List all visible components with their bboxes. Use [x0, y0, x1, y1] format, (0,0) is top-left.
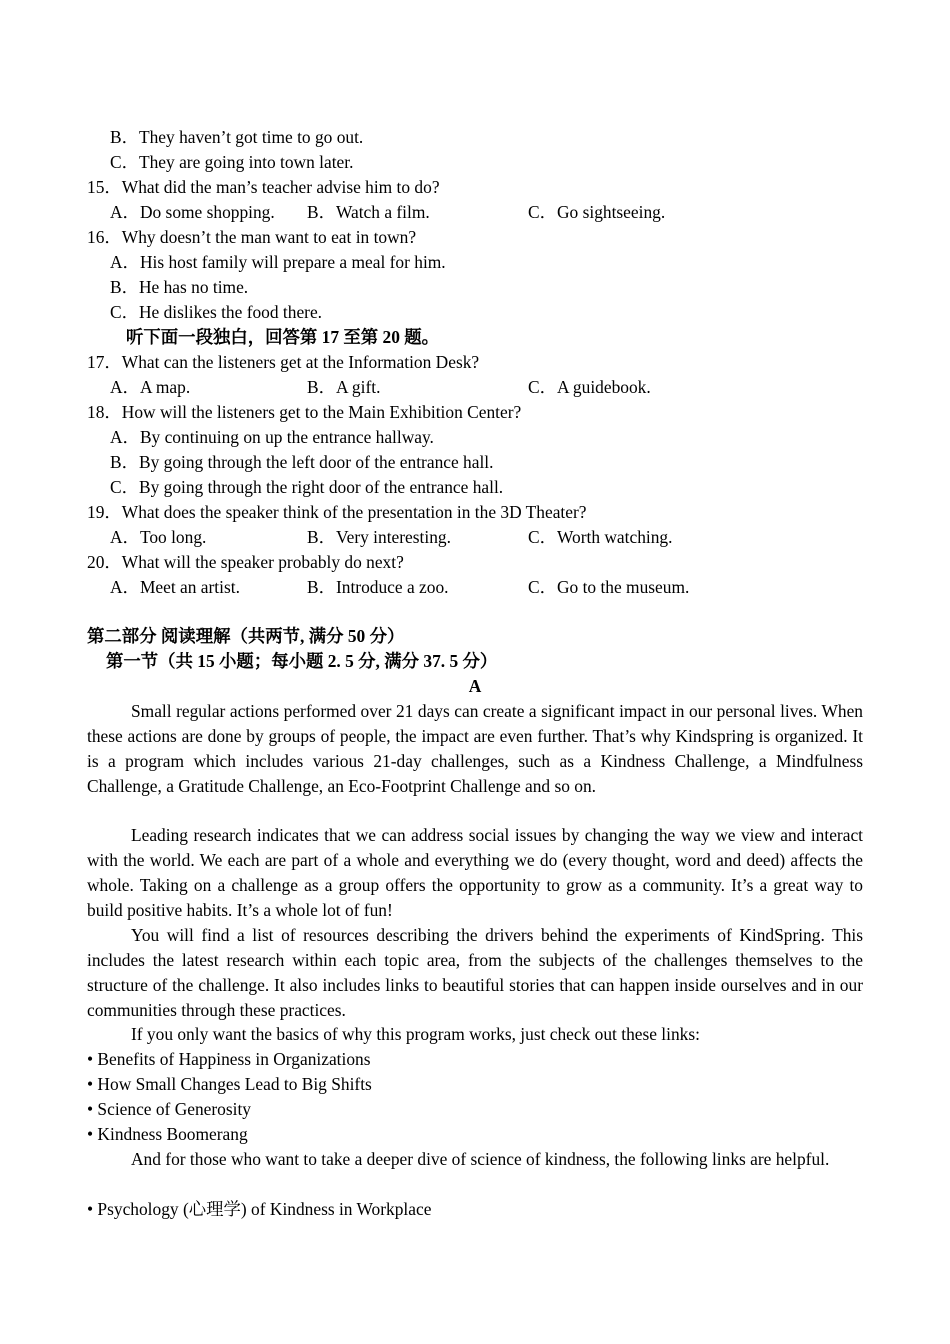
passage-paragraph-3: You will find a list of resources describing the drivers behind the experiments of KindSpring. This includes the latest research within each topic area, from the subjects of the challenges themselves to the structure of the challenge. It also includes links to beautiful stories that can happen inside ourselves and in our communities through these practices. [87, 925, 863, 1020]
q17-option-a: A．A map. [110, 377, 191, 397]
section-one-heading: 第一节（共 15 小题；每小题 2. 5 分, 满分 37. 5 分） [106, 651, 498, 671]
link-item-kindness-boomerang: • Kindness Boomerang [87, 1124, 248, 1144]
passage-paragraph-deeper: And for those who want to take a deeper dive of science of kindness, the following links are helpful. [131, 1149, 830, 1169]
passage-label: A [468, 676, 482, 696]
link-item-psychology-kindness: • Psychology (心理学) of Kindness in Workplace [87, 1199, 432, 1219]
q17-option-c: C．A guidebook. [528, 377, 651, 397]
q16-question: 16．Why doesn’t the man want to eat in town? [87, 227, 417, 247]
q16-option-b: B．He has no time. [110, 277, 249, 297]
q14-option-b: B．They haven’t got time to go out. [110, 127, 364, 147]
q15-options [110, 200, 886, 225]
q18-question: 18．How will the listeners get to the Main Exhibition Center? [87, 402, 522, 422]
part-two-heading: 第二部分 阅读理解（共两节, 满分 50 分） [87, 626, 405, 646]
q19-options [110, 525, 886, 550]
passage-paragraph-2: Leading research indicates that we can address social issues by changing the way we view and interact with the world. We each are part of a whole and everything we do (every thought, word and deed) affects the whole. Taking on a challenge as a group offers the opportunity to grow as a community. It’s a great way to build positive habits. It’s a whole lot of fun! [87, 825, 863, 920]
q20-option-b: B．Introduce a zoo. [307, 577, 449, 597]
link-item-science-generosity: • Science of Generosity [87, 1099, 251, 1119]
q20-options [110, 575, 886, 600]
q18-option-a: A．By continuing on up the entrance hallway. [110, 427, 434, 447]
q15-option-b: B．Watch a film. [307, 202, 430, 222]
q17-option-b: B．A gift. [307, 377, 381, 397]
q18-option-c: C．By going through the right door of the entrance hall. [110, 477, 504, 497]
q15-option-a: A．Do some shopping. [110, 202, 275, 222]
passage-paragraph-1: Small regular actions performed over 21 days can create a significant impact in our personal lives. When these actions are done by groups of people, the impact are even further. That’s why Kindspring is organized. It is a program which includes various 21-day challenges, such as a Kindness Challenge, a Mindfulness Challenge, a Gratitude Challenge, an Eco-Footprint Challenge and so on. [87, 701, 863, 796]
link-item-small-changes: • How Small Changes Lead to Big Shifts [87, 1074, 372, 1094]
passage-paragraph-4: If you only want the basics of why this program works, just check out these links: [131, 1024, 700, 1044]
q20-option-c: C．Go to the museum. [528, 577, 690, 597]
monologue-instruction: 听下面一段独白，回答第 17 至第 20 题。 [126, 327, 440, 347]
q19-option-b: B．Very interesting. [307, 527, 451, 547]
q20-question: 20．What will the speaker probably do next? [87, 552, 404, 572]
q17-question: 17．What can the listeners get at the Information Desk? [87, 352, 480, 372]
q19-option-c: C．Worth watching. [528, 527, 673, 547]
q16-option-a: A．His host family will prepare a meal for him. [110, 252, 446, 272]
q17-options [110, 375, 886, 400]
q16-option-c: C．He dislikes the food there. [110, 302, 323, 322]
q19-option-a: A．Too long. [110, 527, 207, 547]
q15-question: 15．What did the man’s teacher advise him to do? [87, 177, 440, 197]
q20-option-a: A．Meet an artist. [110, 577, 240, 597]
q18-option-b: B．By going through the left door of the entrance hall. [110, 452, 494, 472]
q14-option-c: C．They are going into town later. [110, 152, 354, 172]
link-item-happiness-organizations: • Benefits of Happiness in Organizations [87, 1049, 371, 1069]
q15-option-c: C．Go sightseeing. [528, 202, 666, 222]
q19-question: 19．What does the speaker think of the presentation in the 3D Theater? [87, 502, 587, 522]
